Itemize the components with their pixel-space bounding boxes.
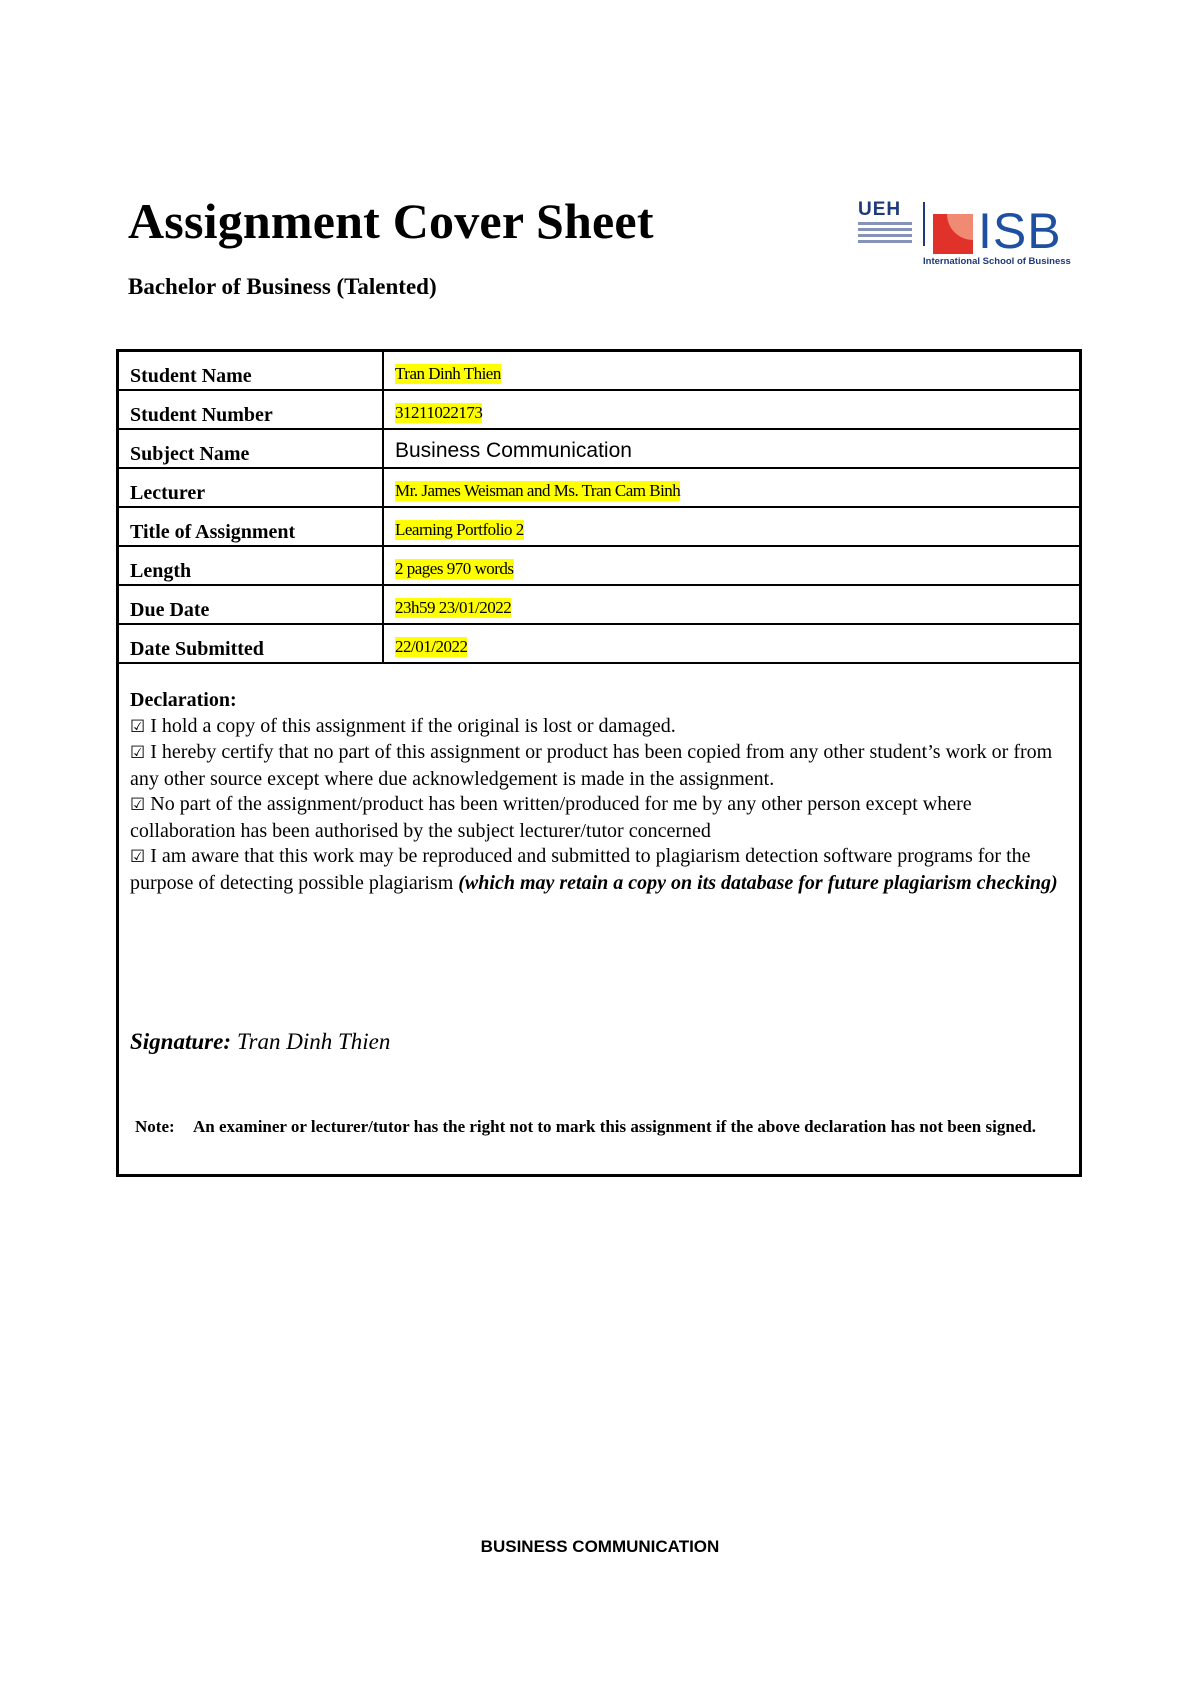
isb-logo-subtitle: International School of Business [923, 256, 1071, 267]
note-text: An examiner or lecturer/tutor has the right not to mark this assignment if the above declaration has not been signed. [193, 1117, 1037, 1136]
declaration-section [130, 688, 1075, 896]
field-row-title-of-assignment [119, 508, 1079, 547]
declaration-item-text: No part of the assignment/product has been written/produced for me by any other person except where collaboration has been authorised by the subject lecturer/tutor concerned [130, 793, 972, 842]
field-row-subject-name [119, 430, 1079, 469]
declaration-title: Declaration: [130, 689, 237, 711]
field-value: Business Communication [395, 439, 632, 462]
university-logo [858, 200, 1070, 270]
page-footer: BUSINESS COMMUNICATION [480, 1537, 720, 1556]
checkbox-checked-icon: ☑ [130, 716, 146, 737]
field-label: Student Number [130, 404, 273, 426]
signature-value: Tran Dinh Thien [236, 1029, 391, 1054]
declaration-item [130, 740, 1075, 792]
field-value: Tran Dinh Thien [395, 364, 501, 383]
field-value: 23h59 23/01/2022 [395, 598, 512, 617]
declaration-item [130, 844, 1075, 896]
field-label: Subject Name [130, 443, 250, 465]
field-label: Student Name [130, 365, 252, 387]
checkbox-checked-icon: ☑ [130, 743, 146, 763]
isb-logo-text: ISB [978, 203, 1062, 259]
ueh-logo-text: UEH [858, 199, 902, 220]
field-row-due-date [119, 586, 1079, 625]
checkbox-checked-icon: ☑ [130, 847, 146, 867]
declaration-item-text: I am aware that this work may be reproduced and submitted to plagiarism detection software programs for the purpose of detecting possible plagiarism [130, 845, 1031, 894]
signature-label: Signature: [130, 1029, 231, 1054]
field-label: Due Date [130, 599, 210, 621]
field-value: 31211022173 [395, 403, 483, 422]
isb-mark-icon [933, 214, 973, 254]
field-label: Lecturer [130, 482, 206, 504]
field-label: Date Submitted [130, 638, 264, 660]
field-row-student-number [119, 391, 1079, 430]
page-subtitle: Bachelor of Business (Talented) [128, 274, 437, 299]
ueh-logo [858, 200, 918, 246]
field-row-length [119, 547, 1079, 586]
signature-line [130, 1029, 390, 1055]
field-value: 22/01/2022 [395, 637, 468, 656]
note-label: Note: [135, 1117, 175, 1136]
logo-divider [923, 202, 925, 246]
field-value: 2 pages 970 words [395, 559, 514, 578]
declaration-emphasis: (which may retain a copy on its database for future plagiarism checking) [458, 871, 1058, 894]
declaration-item [130, 714, 1075, 741]
field-row-student-name [119, 352, 1079, 391]
field-value: Mr. James Weisman and Ms. Tran Cam Binh [395, 481, 681, 500]
declaration-item-text: I hereby certify that no part of this assignment or product has been copied from any other student’s work or from any other source except where due acknowledgement is made in the assignment. [130, 741, 1053, 790]
field-row-date-submitted [119, 625, 1079, 664]
cover-sheet-table [116, 349, 1082, 1177]
declaration-item [130, 792, 1075, 844]
field-label: Title of Assignment [130, 521, 296, 543]
checkbox-checked-icon: ☑ [130, 795, 146, 815]
declaration-item-text: I hold a copy of this assignment if the original is lost or damaged. [150, 714, 676, 737]
page-title: Assignment Cover Sheet [128, 193, 654, 249]
field-label: Length [130, 560, 192, 582]
ueh-logo-lines [858, 222, 912, 243]
field-value: Learning Portfolio 2 [395, 520, 524, 539]
field-row-lecturer [119, 469, 1079, 508]
